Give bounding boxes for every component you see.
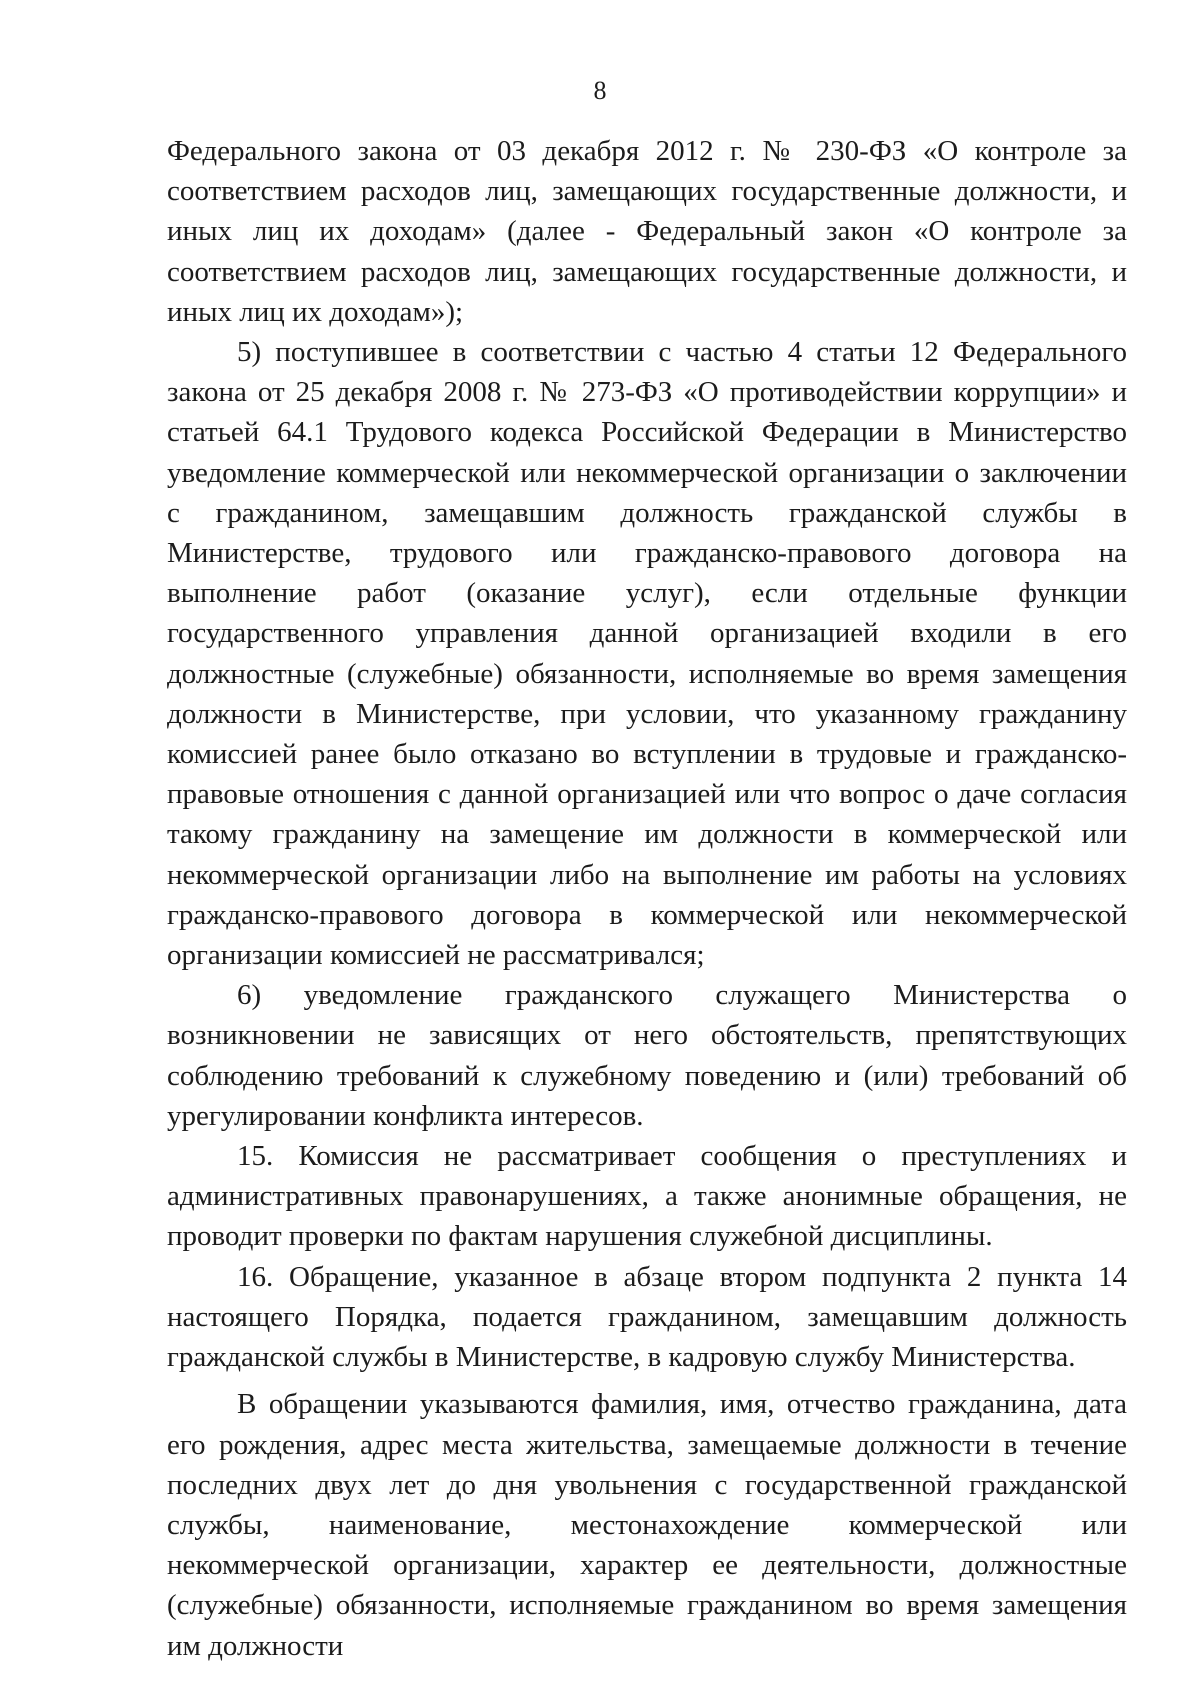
paragraph-item-5: 5) поступившее в соответствии с частью 4 статьи 12 Федерального закона от 25 декабря 2008 г. № 273-ФЗ «О противодействии коррупции» и статьей 64.1 Трудового кодекса Российской Федерации в Министерство уведомление коммерческой или некоммерческой организации о заключении с гражданином, замещавшим должность гражданской службы в Министерстве, трудового или гражданско-правового договора на выполнение работ (оказание услуг), если отдельные функции государственного управления данной организацией входили в его должностные (служебные) обязанности, исполняемые во время замещения должности в Министерстве, при условии, что указанному гражданину комиссией ранее было отказано во вступлении в трудовые и гражданско-правовые отношения с данной организацией или что вопрос о даче согласия такому гражданину на замещение им должности в коммерческой или некоммерческой организации либо на выполнение им работы на условиях гражданско-правового договора в коммерческой или некоммерческой организации комиссией не рассматривался; (167, 336, 1127, 972)
paragraph-item-6: 6) уведомление гражданского служащего Министерства о возникновении не зависящих от него обстоятельств, препятствующих соблюдению требований к служебному поведению и (или) требований об урегулировании конфликта интересов. (167, 979, 1127, 1132)
paragraph-point-15: 15. Комиссия не рассматривает сообщения о преступлениях и административных правонарушениях, а также анонимные обращения, не проводит проверки по фактам нарушения служебной дисциплины. (167, 1140, 1127, 1253)
page-number: 8 (593, 76, 607, 105)
paragraph-continuation: Федерального закона от 03 декабря 2012 г. № 230-ФЗ «О контроле за соответствием расходов лиц, замещающих государственные должности, и иных лиц их доходам» (далее - Федеральный закон «О контроле за соответствием расходов лиц, замещающих государственные должности, и иных лиц их доходам»); (167, 135, 1127, 328)
paragraph-point-16: 16. Обращение, указанное в абзаце втором подпункта 2 пункта 14 настоящего Порядка, подается гражданином, замещавшим должность гражданской службы в Министерстве, в кадровую службу Министерства. (167, 1260, 1127, 1374)
document-body (167, 131, 1127, 1666)
paragraph-point-16-details: В обращении указываются фамилия, имя, отчество гражданина, дата его рождения, адрес места жительства, замещаемые должности в течение последних двух лет до дня увольнения с государственной гражданской службы, наименование, местонахождение коммерческой или некоммерческой организации, характер ее деятельности, должностные (служебные) обязанности, исполняемые гражданином во время замещения им должности (167, 1388, 1127, 1662)
